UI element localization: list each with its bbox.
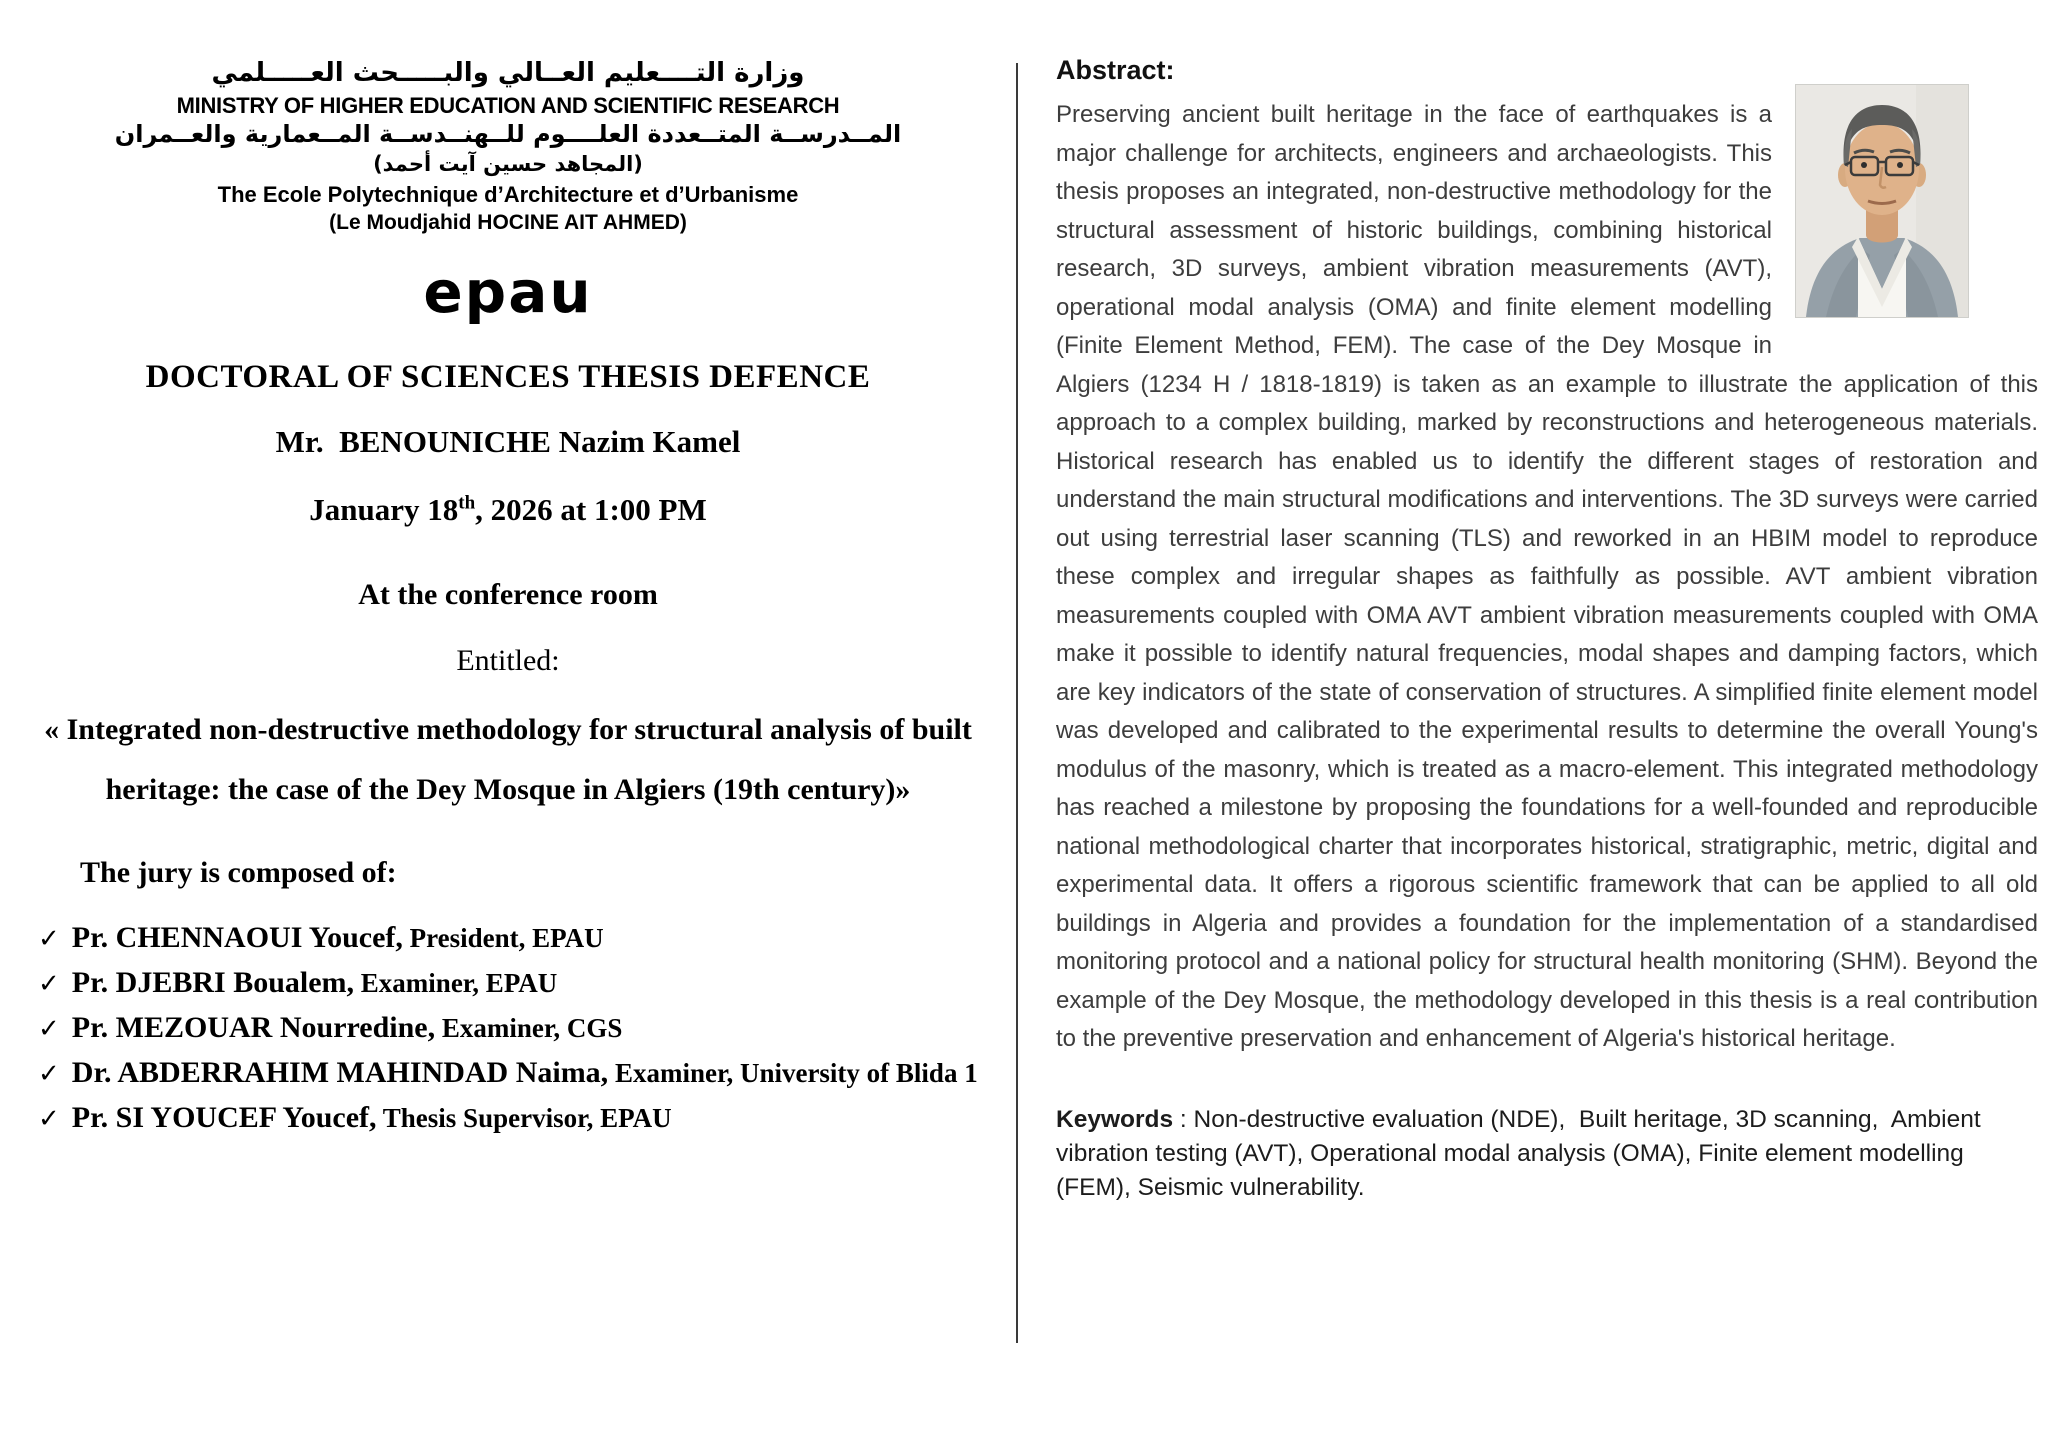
checkmark-icon: ✓ [38,923,60,954]
jury-member [38,1096,986,1141]
school-english-title: The Ecole Polytechnique d’Architecture et d’Urbanisme [217,182,799,208]
jury-member [38,1051,986,1096]
checkmark-icon: ✓ [38,1013,60,1044]
abstract-text: Preserving ancient built heritage in the face of earthquakes is a major challenge for architects, engineers and archaeologists. This thesis proposes an integrated, non-destructive methodology for the structural assessment of historic buildings, combining historical research, 3D surveys, ambient vibration measurements (AVT), operational modal analysis (OMA) and finite element modelling (Finite Element Method, FEM). The case of the Dey Mosque in Algiers (1234 H / 1818-1819) is taken as an example to illustrate the application of this approach to a complex building, marked by reconstructions and heterogeneous materials. Historical research has enabled us to identify the different stages of restoration and understand the main structural modifications and interventions. The 3D surveys were carried out using terrestrial laser scanning (TLS) and reworked in an HBIM model to reproduce these complex and irregular shapes as faithfully as possible. AVT ambient vibration measurements coupled with OMA AVT ambient vibration measurements coupled with OMA make it possible to identify natural frequencies, modal shapes and damping factors, which are key indicators of the state of conservation of structures. A simplified finite element model was developed and calibrated to the experimental results to determine the overall Young's modulus of the masonry, which is treated as a macro-element. This integrated methodology has reached a milestone by proposing the foundations for a well-founded and reproducible national methodological charter that incorporates historical, stratigraphic, metric, digital and experimental data. It offers a rigorous scientific framework that can be applied to all old buildings in Algeria and provides a foundation for the implementation of a standardised monitoring protocol and a national policy for structural health monitoring (SHM). Beyond the example of the Dey Mosque, the methodology developed in this thesis is a real contribution to the preventive preservation and enhancement of Algeria's historical heritage. [1056,101,2038,1052]
candidate-photo [1796,85,1968,317]
defence-datetime [0,492,1016,528]
school-arabic-title: المــدرســة المتــعددة العلــــوم للــهنــدســة المــعمارية والعــمران [114,120,902,149]
date-suffix: , 2026 at 1:00 PM [475,491,707,527]
jury-member-name: Pr. DJEBRI Boualem, [71,965,355,999]
ministry-english-title: MINISTRY OF HIGHER EDUCATION AND SCIENTIFIC RESEARCH [176,93,840,119]
keywords-text: : Non-destructive evaluation (NDE), Built heritage, 3D scanning, Ambient vibration testing (AVT), Operational modal analysis (OMA), Finite element modelling (FEM), Seismic vulnerability. [1056,1105,1988,1201]
jury-heading: The jury is composed of: [80,855,397,889]
jury-member [38,961,986,1006]
jury-member-role: Examiner, CGS [435,1012,623,1043]
jury-member-name: Pr. MEZOUAR Nourredine, [71,1010,436,1044]
abstract-heading: Abstract: [1056,55,1175,85]
checkmark-icon: ✓ [38,968,60,999]
ministry-arabic-title: وزارة التــــعليم العــالي والبـــــحث العـــــلمي [211,58,805,88]
abstract-column [1056,55,2038,1205]
jury-member-name: Dr. ABDERRAHIM MAHINDAD Naima, [71,1055,609,1089]
defence-location: At the conference room [358,577,658,611]
thesis-title: « Integrated non-destructive methodology for structural analysis of built heritage: the case of the Dey Mosque in Algiers (19th century)» [44,712,972,806]
jury-member-name: Pr. SI YOUCEF Youcef, [71,1100,377,1134]
defence-title: DOCTORAL OF SCIENCES THESIS DEFENCE [145,358,871,395]
keywords [1056,1103,2038,1205]
jury-member-name: Pr. CHENNAOUI Youcef, [71,920,403,954]
school-arabic-name: (المجاهد حسين آيت أحمد) [373,152,643,177]
date-ordinal: th [458,492,476,514]
jury-member-role: Thesis Supervisor, EPAU [376,1102,672,1133]
jury-member [38,916,986,961]
date-prefix: January 18 [309,491,459,527]
left-column [0,0,1016,1141]
epau-logo: epau [423,257,593,326]
jury-member-role: Examiner, University of Blida 1 [608,1057,978,1088]
jury-member [38,1006,986,1051]
checkmark-icon: ✓ [38,1103,60,1134]
jury-list [38,916,986,1141]
jury-member-role: Examiner, EPAU [354,967,558,998]
entitled-label: Entitled: [456,643,560,677]
candidate-name: Mr. BENOUNICHE Nazim Kamel [275,423,741,459]
checkmark-icon: ✓ [38,1058,60,1089]
jury-member-role: President, EPAU [402,922,604,953]
column-divider [1016,63,1018,1343]
school-english-sub: (Le Moudjahid HOCINE AIT AHMED) [329,210,687,234]
keywords-label: Keywords [1056,1105,1174,1133]
